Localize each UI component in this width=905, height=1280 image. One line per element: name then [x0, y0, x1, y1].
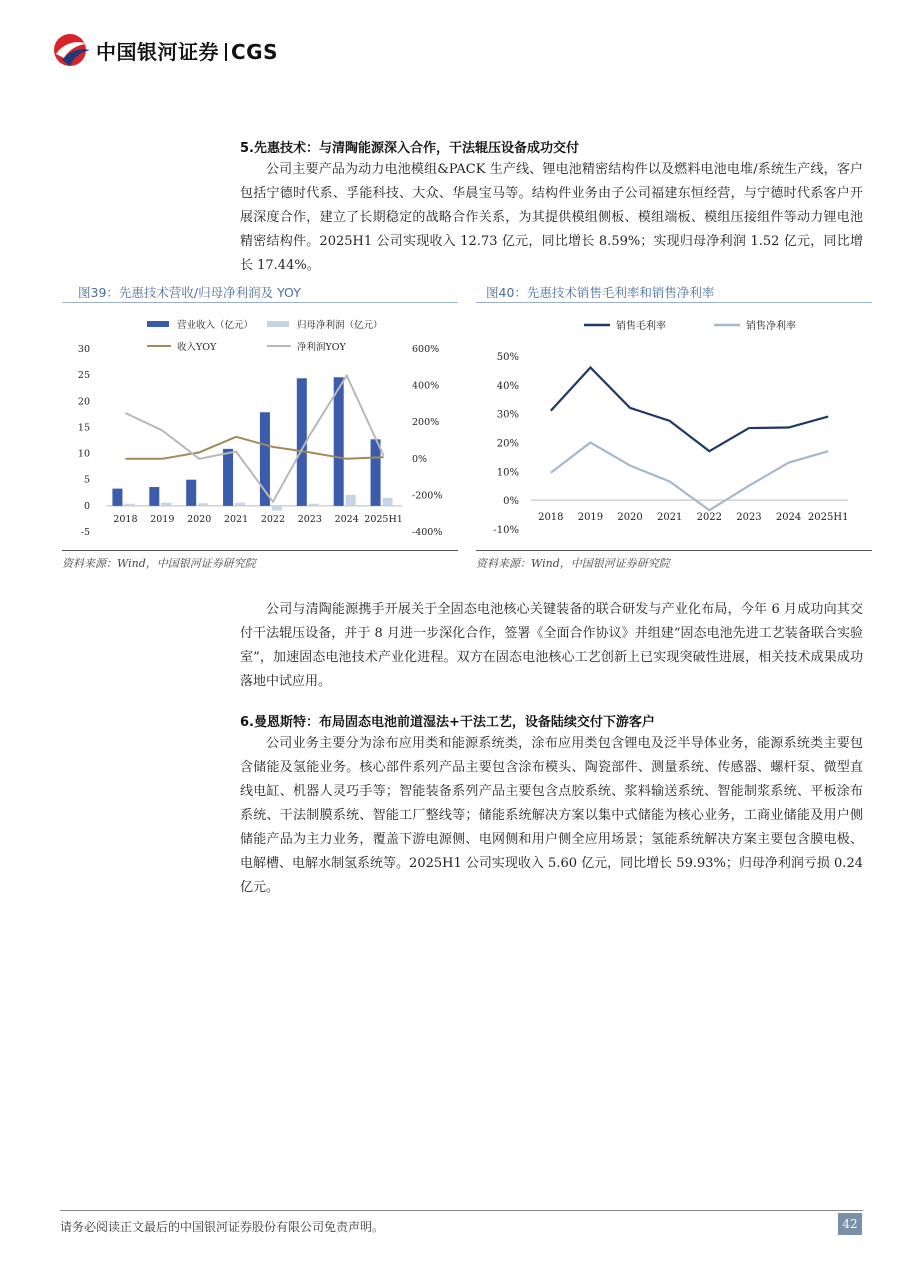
y-left-tick-label: 20 — [77, 396, 90, 408]
figure-40-title: 图40：先惠技术销售毛利率和销售净利率 — [486, 285, 715, 300]
y-left-tick-label: 0 — [83, 500, 90, 512]
y-right-tick-label: 600% — [412, 344, 440, 355]
cgs-logo-icon — [52, 32, 92, 68]
x-tick-label: 2024 — [775, 512, 802, 524]
y-left-tick-label: -5 — [80, 527, 90, 538]
footer-disclaimer: 请务必阅读正文最后的中国银河证券股份有限公司免责声明。 — [60, 1220, 385, 1234]
figure-40-source: 资料来源：Wind，中国银河证券研究院 — [476, 557, 670, 570]
y-right-tick-label: 0% — [412, 453, 428, 465]
line-profit-yoy — [125, 376, 383, 502]
section-5-paragraph-1: 公司主要产品为动力电池模组&PACK 生产线、锂电池精密结构件以及燃料电池电堆/系统生产线，客户包括宁德时代系、孚能科技、大众、华晨宝马等。结构件业务由子公司福建东恒经营，与宁德时代系客户开展深度合作，建立了长期稳定的战略合作关系，为其提供模组侧板、模组端板、模组压接组件等动力锂电池精密结构件。2025H1 公司实现收入 12.73 亿元，同比增长 8.59%；实现归母净利润 1.52 亿元，同比增长 17.44%。 — [240, 162, 863, 273]
y-right-tick-label: 200% — [412, 417, 440, 429]
logo-divider — [225, 43, 227, 61]
x-tick-label: 2019 — [150, 513, 175, 525]
legend-label-1: 销售净利率 — [746, 321, 796, 332]
figure-39-title: 图39：先惠技术营收/归母净利润及 YOY — [78, 285, 301, 300]
bar-revenue — [186, 480, 196, 506]
logo-cn: 中国银河证券 — [96, 40, 219, 64]
figure-39-legend — [147, 319, 383, 353]
y-left-tick-label: 15 — [77, 422, 90, 434]
line-revenue-yoy — [125, 437, 383, 459]
bar-net-profit — [198, 503, 208, 506]
x-tick-label: 2025H1 — [807, 512, 849, 524]
line-gross-margin — [551, 368, 828, 452]
figure-40-chart — [476, 306, 872, 548]
x-tick-label: 2018 — [538, 512, 564, 524]
figure-39-chart — [62, 306, 458, 548]
y-tick-label: 40% — [496, 380, 519, 392]
section-6-paragraph: 公司业务主要分为涂布应用类和能源系统类，涂布应用类包含锂电及泛半导体业务，能源系统类主要包含储能及氢能业务。核心部件系列产品主要包含涂布模头、陶瓷部件、测量系统、传感器、螺杆泵、微型直线电缸、机器人灵巧手等；智能装备系列产品主要包含点胶系统、浆料输送系统、智能制浆系统、平板涂布系统、干法制膜系统、智能工厂整线等；储能系统解决方案以集中式储能为核心业务，工商业储能及用户侧储能产品为主力业务，覆盖下游电源侧、电网侧和用户侧全应用场景；氢能系统解决方案主要包含膜电极、电解槽、电解水制氢系统等。2025H1 公司实现收入 5.60 亿元，同比增长 59.93%；归母净利润亏损 0.24 亿元。 — [240, 736, 863, 895]
y-left-tick-label: 5 — [83, 474, 90, 486]
y-right-tick-label: -200% — [412, 490, 443, 502]
y-tick-label: -10% — [493, 525, 519, 536]
y-tick-label: 20% — [496, 438, 519, 450]
x-tick-label: 2018 — [113, 513, 138, 525]
bar-net-profit — [161, 503, 171, 506]
bar-net-profit — [272, 506, 282, 511]
x-tick-label: 2025H1 — [364, 513, 403, 525]
bar-revenue — [371, 439, 381, 506]
figure-39-source: 资料来源：Wind，中国银河证券研究院 — [62, 557, 256, 570]
x-tick-label: 2020 — [187, 513, 212, 525]
bar-net-profit — [383, 498, 393, 506]
bar-net-profit — [235, 503, 245, 506]
bar-revenue — [334, 377, 344, 506]
x-tick-label: 2020 — [617, 512, 643, 524]
section-5-paragraph-2: 公司与清陶能源携手开展关于全固态电池核心关键装备的联合研发与产业化布局，今年 6 月成功向其交付干法辊压设备，并于 8 月进一步深化合作，签署《全面合作协议》并组建“固态电池先进工艺装备联合实验室”，加速固态电池技术产业化进程。双方在固态电池核心工艺创新上已实现突破性进展，相关技术成果成功落地中试应用。 — [240, 602, 863, 689]
legend-label-0: 销售毛利率 — [616, 321, 666, 332]
y-right-tick-label: -400% — [412, 527, 443, 538]
figure-40-top-rule — [476, 302, 872, 303]
page-number: 42 — [838, 1213, 862, 1235]
legend-label-2: 收入YOY — [177, 342, 217, 353]
y-tick-label: 0% — [503, 496, 519, 508]
figure-40-legend — [584, 319, 796, 332]
bar-revenue — [112, 489, 122, 506]
y-right-tick-label: 400% — [412, 380, 440, 392]
x-tick-label: 2021 — [656, 512, 683, 524]
bar-revenue — [149, 487, 159, 506]
legend-swatch-1 — [267, 321, 289, 327]
x-tick-label: 2019 — [577, 512, 604, 524]
legend-label-1: 归母净利润（亿元） — [297, 320, 383, 331]
y-tick-label: 30% — [496, 409, 519, 421]
x-tick-label: 2024 — [334, 513, 359, 525]
x-tick-label: 2022 — [260, 513, 286, 525]
x-tick-label: 2023 — [297, 513, 322, 525]
footer-rule — [60, 1210, 863, 1211]
y-tick-label: 50% — [496, 352, 519, 363]
y-tick-label: 10% — [496, 467, 519, 479]
bar-net-profit — [124, 504, 134, 506]
x-tick-label: 2022 — [696, 512, 723, 524]
legend-label-0: 营业收入（亿元） — [177, 320, 254, 331]
y-left-tick-label: 10 — [77, 448, 90, 460]
section-5-title: 5.先惠技术：与清陶能源深入合作，干法辊压设备成功交付 — [240, 141, 579, 156]
logo-en: CGS — [231, 40, 278, 64]
legend-label-3: 净利润YOY — [297, 342, 346, 353]
bar-revenue — [223, 449, 233, 506]
figure-39-bottom-rule — [62, 550, 458, 551]
logo-text — [96, 36, 278, 65]
x-tick-label: 2023 — [736, 512, 762, 524]
x-tick-label: 2021 — [223, 513, 249, 525]
bar-net-profit — [346, 495, 356, 506]
bar-net-profit — [309, 504, 319, 506]
figure-39-top-rule — [62, 302, 458, 303]
y-left-tick-label: 30 — [77, 344, 90, 355]
y-left-tick-label: 25 — [77, 370, 90, 382]
figure-40-bottom-rule — [476, 550, 872, 551]
header-logo — [52, 30, 372, 70]
legend-swatch-0 — [147, 321, 169, 327]
section-6-title: 6.曼恩斯特：布局固态电池前道湿法+干法工艺，设备陆续交付下游客户 — [240, 715, 655, 730]
